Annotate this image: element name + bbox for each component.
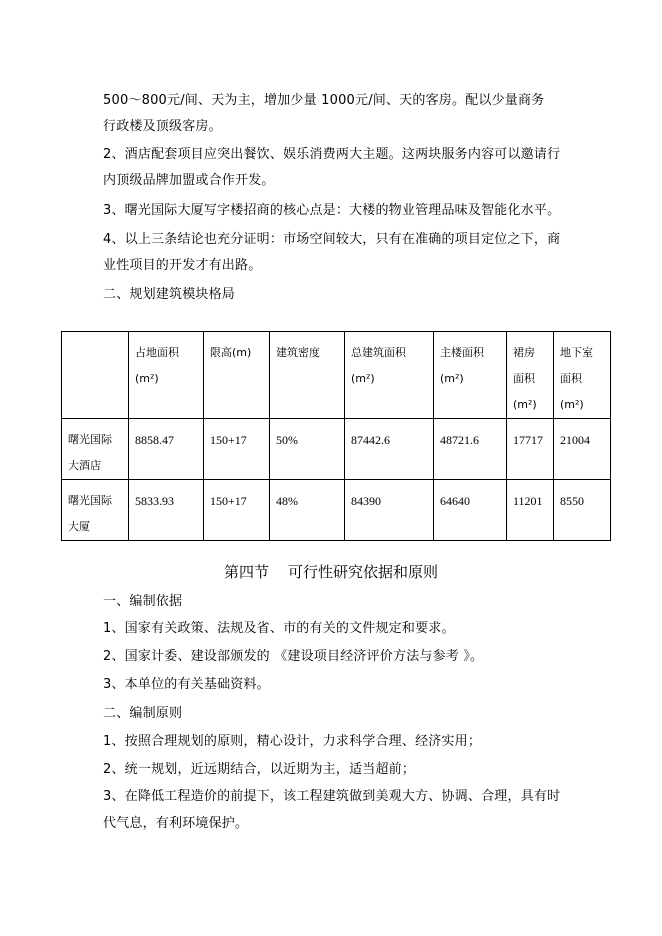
header-cell-empty — [62, 332, 129, 419]
row-name-cell: 曙光国际 大酒店 — [62, 419, 129, 480]
text-line: 500～800元/间、天为主，增加少量 1000元/间、天的客房。配以少量商务 — [103, 93, 545, 108]
table-cell: 21004 — [554, 419, 611, 480]
text-line: 3、在降低工程造价的前提下，该工程建筑做到美观大方、协调、合理，具有时 — [103, 789, 561, 804]
table-cell: 8550 — [554, 480, 611, 541]
subheading-principles: 二、编制原则 — [103, 706, 183, 721]
table-cell: 5833.93 — [129, 480, 204, 541]
table-cell: 150+17 — [204, 480, 270, 541]
table-cell: 64640 — [434, 480, 507, 541]
text-line: 3、本单位的有关基础资料。 — [103, 677, 270, 692]
table-cell: 17717 — [507, 419, 554, 480]
header-cell: 裙房 面积 (m²) — [507, 332, 554, 419]
header-cell: 地下室 面积(m²) — [554, 332, 611, 419]
text-line: 代气息，有利环境保护。 — [103, 816, 249, 831]
text-line: 内顶级品牌加盟或合作开发。 — [103, 173, 275, 188]
text-line: 4、以上三条结论也充分证明：市场空间较大，只有在准确的项目定位之下，商 — [103, 232, 561, 247]
text-line: 行政楼及顶级客房。 — [103, 119, 222, 134]
header-cell: 总建筑面积 (m²) — [345, 332, 434, 419]
text-line: 1、按照合理规划的原则，精心设计，力求科学合理、经济实用； — [103, 734, 482, 749]
table-header-row — [62, 332, 611, 419]
row-name-cell: 曙光国际 大厦 — [62, 480, 129, 541]
table-cell: 150+17 — [204, 419, 270, 480]
table-row — [62, 419, 611, 480]
table-row — [62, 480, 611, 541]
table-cell: 84390 — [345, 480, 434, 541]
header-cell: 建筑密度 — [270, 332, 345, 419]
text-line: 2、酒店配套项目应突出餐饮、娱乐消费两大主题。这两块服务内容可以邀请行 — [103, 147, 561, 162]
table-cell: 87442.6 — [345, 419, 434, 480]
section-heading: 第四节 可行性研究依据和原则 — [223, 563, 439, 581]
table-cell: 48721.6 — [434, 419, 507, 480]
text-line: 2、国家计委、建设部颁发的 《建设项目经济评价方法与参考 》。 — [103, 649, 484, 664]
text-line: 2、统一规划，近远期结合，以近期为主，适当超前； — [103, 762, 416, 777]
subheading-planning: 二、规划建筑模块格局 — [103, 287, 236, 302]
text-line: 业性项目的开发才有出路。 — [103, 258, 262, 273]
table-cell: 11201 — [507, 480, 554, 541]
text-line: 1、国家有关政策、法规及省、市的有关的文件规定和要求。 — [103, 621, 455, 636]
header-cell: 限高(m) — [204, 332, 270, 419]
building-module-table — [61, 331, 611, 541]
header-cell: 占地面积 (m²) — [129, 332, 204, 419]
table-cell: 50% — [270, 419, 345, 480]
table-cell: 8858.47 — [129, 419, 204, 480]
table-cell: 48% — [270, 480, 345, 541]
text-line: 3、曙光国际大厦写字楼招商的核心点是：大楼的物业管理品味及智能化水平。 — [103, 203, 561, 218]
subheading-basis: 一、编制依据 — [103, 594, 183, 609]
header-cell: 主楼面积 (m²) — [434, 332, 507, 419]
